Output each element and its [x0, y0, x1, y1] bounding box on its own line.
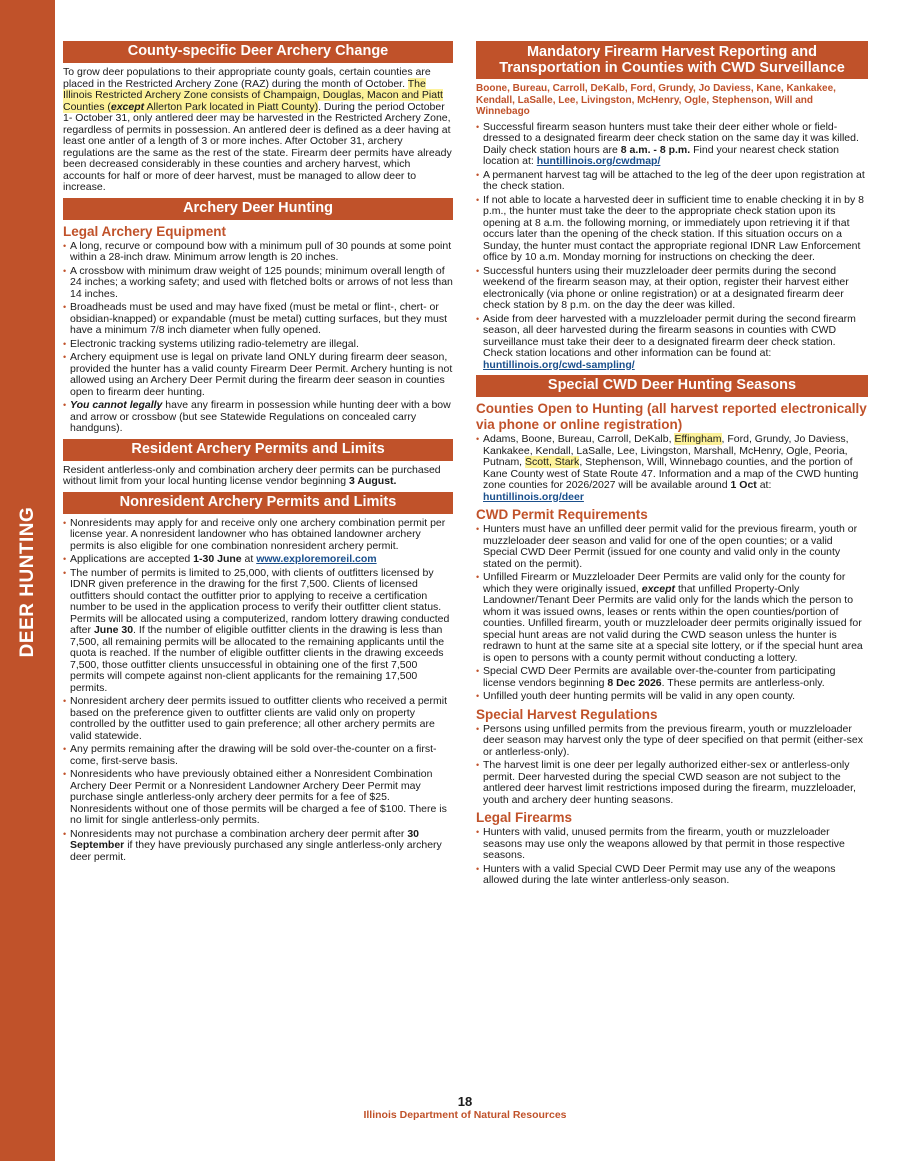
resident-permits-text: Resident antlerless-only and combination archery deer permits can be purchased without limit from your local hunting license vendor beginning 3 August.: [63, 463, 441, 487]
list-item: • Broadheads must be used and may have fixed (must be metal or flint-, chert- or obsidian-knapped) or expandable (must be metal) cutting surfaces, but they must have a minimum 7/8 inch diameter when fully opened.: [63, 302, 453, 337]
list-item: • A long, recurve or compound bow with a minimum pull of 30 pounds at some point within a 28-inch draw. Minimum arrow length is 20 inches.: [63, 241, 453, 264]
list-item: • Aside from deer harvested with a muzzleloader permit during the second firearm season, all deer harvested during the firearm seasons in counties with CWD surveillance must take their deer to a designated firearm deer check station. Check station locations and other information can be found at: huntillinois.org/cwd-sampling/: [476, 314, 868, 372]
list-item: • Hunters must have an unfilled deer permit valid for the previous firearm, youth or muzzleloader deer season and valid for one of the open counties; or a valid Special CWD Deer Permit (issued for one county and valid only in the county stated on the permit).: [476, 524, 868, 570]
list-item: • A crossbow with minimum draw weight of 125 pounds; minimum overall length of 24 inches; a working safety; and used with fletched bolts or arrows of not less than 14 inches.: [63, 266, 453, 301]
surveillance-counties: Boone, Bureau, Carroll, DeKalb, Ford, Grundy, Jo Daviess, Kane, Kankakee, Kendall, LaSalle, Lee, Livingston, McHenry, Ogle, Stephenson, Will and Winnebago: [476, 83, 836, 117]
left-column: [63, 41, 453, 867]
legal-firearms-heading: Legal Firearms: [476, 810, 573, 825]
list-item: • Special CWD Deer Permits are available over-the-counter from participating license vendors beginning 8 Dec 2026. These permits are antlerless-only.: [476, 666, 868, 689]
page-number: 18: [457, 1094, 473, 1109]
mandatory-reporting-heading: Mandatory Firearm Harvest Reporting and Transportation in Counties with CWD Surveillance: [476, 41, 868, 79]
list-item: • Persons using unfilled permits from the previous firearm, youth or muzzleloader deer season may harvest only the type of deer specified on that permit (either-sex or antlerless-only).: [476, 724, 868, 759]
firearms-list: [476, 827, 868, 887]
nonresident-permits-heading: Nonresident Archery Permits and Limits: [63, 492, 453, 514]
list-item: • Hunters with a valid Special CWD Deer Permit may use any of the weapons allowed during the late winter antlerless-only season.: [476, 864, 868, 887]
list-item: • Successful firearm season hunters must take their deer either whole or field-dressed to a designated firearm deer check station on the same day it was killed. Daily check station hours are 8 a.m. - 8 p.m. Find your nearest check station location at: huntillinois.org/cwdmap/: [476, 122, 868, 168]
harvest-list: [476, 724, 868, 807]
counties-open-heading: Counties Open to Hunting (all harvest reported electronically via phone or online registration): [476, 401, 867, 432]
list-item: • A permanent harvest tag will be attached to the leg of the deer upon registration at the check station.: [476, 170, 868, 193]
list-item: • Adams, Boone, Bureau, Carroll, DeKalb, Effingham, Ford, Grundy, Jo Daviess, Kankakee, Kendall, LaSalle, Lee, Livingston, Marshall, McHenry, Ogle, Peoria, Putnam, Scott, Stark, Stephenson, Will, Winnebago counties, and the portion of Kane County west of State Route 47. Information and a map of the CWD hunting zone counties for 2026/2027 will be available around 1 Oct at: huntillinois.org/deer: [476, 434, 868, 503]
cwd-sampling-link[interactable]: huntillinois.org/cwd-sampling/: [483, 358, 635, 371]
county-archery-heading: County-specific Deer Archery Change: [63, 41, 453, 63]
legal-archery-equipment-heading: Legal Archery Equipment: [63, 223, 227, 239]
side-tab: [0, 0, 55, 1161]
list-item: • Nonresidents may not purchase a combination archery deer permit after 30 September if they have previously purchased any single antlerless-only archery deer permit.: [63, 829, 453, 864]
list-item: • Unfilled youth deer hunting permits will be valid in any open county.: [476, 691, 868, 703]
cwd-permit-requirements-heading: CWD Permit Requirements: [476, 507, 648, 522]
list-item: • You cannot legally have any firearm in possession while hunting deer with a bow and arrow or crossbow (but see Statewide Regulations on concealed carry handguns).: [63, 400, 453, 435]
list-item: • Applications are accepted 1-30 June at www.exploremoreil.com: [63, 554, 453, 566]
list-item: • Hunters with valid, unused permits from the firearm, youth or muzzleloader seasons may use only the weapons allowed by that permit in those respective seasons.: [476, 827, 868, 862]
list-item: • The harvest limit is one deer per legally authorized either-sex or antlerless-only permit. Deer harvested during the special CWD season are not subject to the antlered deer harvest limit restrictions imposed during the firearm, muzzleloader, youth and archery deer hunting seasons.: [476, 760, 868, 806]
requirements-list: [476, 524, 868, 703]
special-harvest-heading: Special Harvest Regulations: [476, 706, 658, 722]
list-item: • Any permits remaining after the drawing will be sold over-the-counter on a first-come, first-serve basis.: [63, 744, 453, 767]
nonresident-list: [63, 518, 453, 864]
list-item: • Nonresidents who have previously obtained either a Nonresident Combination Archery Deer Permit or a Nonresident Landowner Archery Deer Permit may purchase single antlerless-only archery deer permits for a fee of $25. Nonresidents without one of those permits will be charged a fee of $100. There is no limit for single antlerless-only permits.: [63, 769, 453, 827]
archery-deer-hunting-heading: Archery Deer Hunting: [63, 198, 453, 220]
list-item: • Unfilled Firearm or Muzzleloader Deer Permits are valid only for the county for which they were originally issued, except that unfilled Property-Only Landowner/Tenant Deer Permits are valid only for the lands which the person to whom it was issued owns, leases or rents within the open counties/portion of counties. Unfilled firearm, youth or muzzleloader deer permits originally issued for special hunt areas are not valid during the CWD season unless the hunter is redrawn to hunt at the same site at a special site lottery, or if the special hunt area is open to persons with a county permit without conducting a lottery.: [476, 572, 868, 664]
mandatory-list: [476, 122, 868, 372]
list-item: • Nonresident archery deer permits issued to outfitter clients who received a permit based on the preference given to outfitter clients are valid only on property controlled by the outfitter used to gain preference; all other archery permits are valid statewide.: [63, 696, 453, 742]
resident-permits-heading: Resident Archery Permits and Limits: [63, 439, 453, 461]
list-item: • The number of permits is limited to 25,000, with clients of outfitters licensed by IDNR given preference in the drawing for the first 7,500. Clients of licensed outfitters should contact the outfitter prior to applying to receive a certification number to be used in the application process to verify their outfitter client status. Permits will be allocated using a computerized, random lottery drawing conducted after June 30. If the number of eligible outfitter clients in the drawing is less than 7,500, all remaining permits will be allocated to the remaining applicants until the quota is reached. If the number of eligible outfitter clients in the drawing exceeds 7,500, those outfitter clients unsuccessful in obtaining one of the first 7,500 permits will compete against non-client applicants for the remaining 17,500 permits.: [63, 568, 453, 695]
county-archery-text: To grow deer populations to their appropriate county goals, certain counties are placed in the Restricted Archery Zone (RAZ) during the month of October. The Illinois Restricted Archery Zone consists of Champaign, Douglas, Macon and Piatt Counties (except Allerton Park located in Piatt County). During the period October 1- October 31, only antlered deer may be harvested in the Restricted Archery Zone, regardless of permits in possession. An antlered deer is defined as a deer having at least one antler of a length of 3 or more inches. After October 31, archery regulations are the same as the rest of the state. Firearm deer permits have already been decreased considerably in these counties and archery harvest, which accounts for half or more of deer harvest, must be managed to allow deer to increase.: [63, 66, 452, 193]
special-cwd-heading: Special CWD Deer Hunting Seasons: [476, 375, 868, 397]
equipment-list: [63, 241, 453, 435]
cwdmap-link[interactable]: huntillinois.org/cwdmap/: [536, 155, 661, 167]
side-tab-label: DEER HUNTING: [17, 506, 38, 658]
list-item: • If not able to locate a harvested deer in sufficient time to enable checking it in by 8 p.m., the hunter must take the deer to the appropriate check station upon its opening at 8 a.m. the following morning, or immediately upon retrieving it if that occurs later than the opening of the check station. If this situation occurs on a Sunday, the hunter must contact the appropriate regional IDNR Law Enforcement office by 10 a.m. Monday morning for instructions on checking the deer.: [476, 195, 868, 264]
right-column: [476, 41, 868, 891]
raz-highlight: The Illinois Restricted Archery Zone consists of Champaign, Douglas, Macon and Piatt Counties (except Allerton Park located in Piatt County): [63, 77, 443, 113]
publisher-name: Illinois Department of Natural Resources: [363, 1109, 567, 1121]
list-item: • Nonresidents may apply for and receive only one archery combination permit per license year. A nonresident landowner who has obtained landowner archery permits is also eligible for one combination nonresident archery permit.: [63, 518, 453, 553]
list-item: • Archery equipment use is legal on private land ONLY during firearm deer season, provided the hunter has a valid county Firearm Deer Permit. Archery hunting is not allowed using an Archery Deer Permit during the firearm deer season in counties open to firearm deer hunting.: [63, 352, 453, 398]
list-item: • Successful hunters using their muzzleloader deer permits during the second weekend of the firearm season may, at their option, register their harvest either electronically (via phone or online registration) or at a designated firearm deer check station by 8 p.m. on the day the deer was killed.: [476, 266, 868, 312]
list-item: • Electronic tracking systems utilizing radio-telemetry are illegal.: [63, 339, 453, 351]
open-counties-list: [476, 434, 868, 503]
deer-link[interactable]: huntillinois.org/deer: [483, 490, 584, 503]
exploremoreil-link[interactable]: www.exploremoreil.com: [256, 553, 377, 565]
